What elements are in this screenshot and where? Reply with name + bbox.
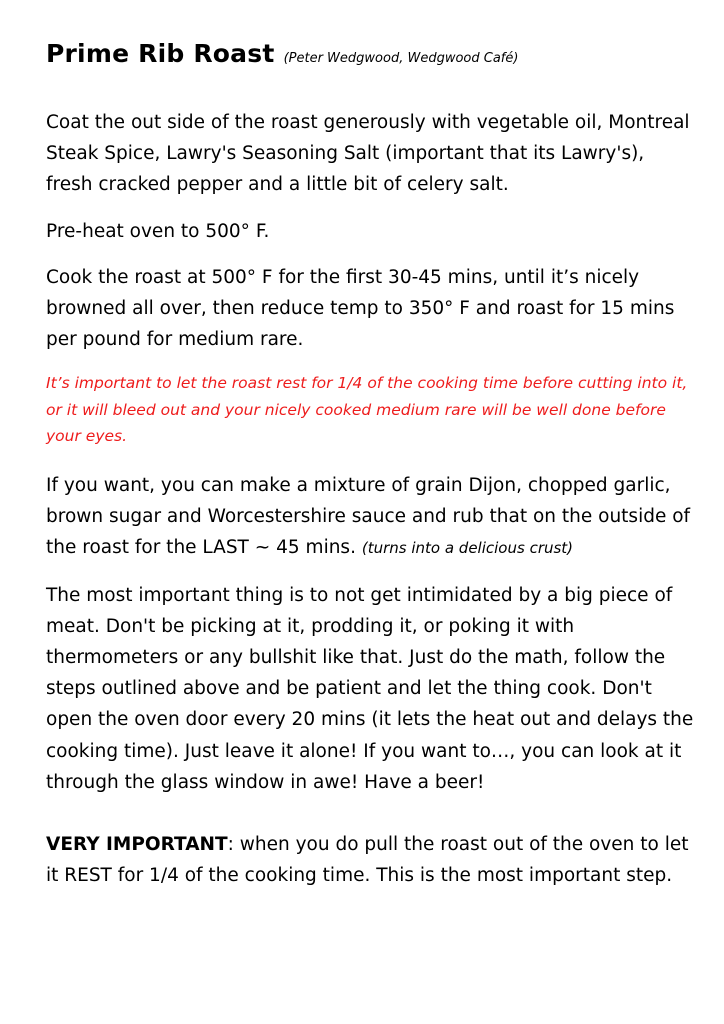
- spacer: [46, 813, 696, 829]
- general-advice: The most important thing is to not get intimidated by a big piece of meat. Don't be picking at it, prodding it, or poking it with thermometers or any bullshit like that. Just do the math, follow the steps outlined above and be patient and let the thing cook. Don't open the oven door every 20 mins (it lets the heat out and delays the cooking time). Just leave it alone! If you want to…, you can look at it through the glass window in awe! Have a beer!: [46, 584, 694, 793]
- recipe-title: Prime Rib Roast: [46, 39, 275, 68]
- recipe-page: [46, 34, 696, 906]
- coat-instructions: Coat the out side of the roast generously with vegetable oil, Montreal Steak Spice, Lawry's Seasoning Salt (important that its Lawry's), fresh cracked pepper and a little bit of celery salt.: [46, 112, 690, 196]
- very-important-label: VERY IMPORTANT: [46, 833, 228, 855]
- very-important-text: : when you do pull the roast out of the oven to let it REST for 1/4 of the cooking time. This is the most important step.: [46, 833, 689, 887]
- mixture-note: (turns into a delicious crust): [361, 539, 574, 558]
- rest-warning: It’s important to let the roast rest for 1/4 of the cooking time before cutting into it, or it will bleed out and your nicely cooked medium rare will be well done before your eyes.: [46, 374, 688, 446]
- very-important-note: [46, 829, 696, 891]
- cook-instructions: Cook the roast at 500° F for the first 30-45 mins, until it’s nicely browned all over, then reduce temp to 350° F and roast for 15 mins per pound for medium rare.: [46, 266, 675, 351]
- mixture-text: If you want, you can make a mixture of grain Dijon, chopped garlic, brown sugar and Worcestershire sauce and rub that on the outside of the roast for the LAST ~ 45 mins.: [46, 474, 691, 559]
- mixture-instructions: [46, 470, 696, 565]
- preheat-instructions: Pre-heat oven to 500° F.: [46, 220, 270, 242]
- recipe-attribution: (Peter Wedgwood, Wedgwood Café): [283, 51, 519, 66]
- title-line: [46, 34, 696, 79]
